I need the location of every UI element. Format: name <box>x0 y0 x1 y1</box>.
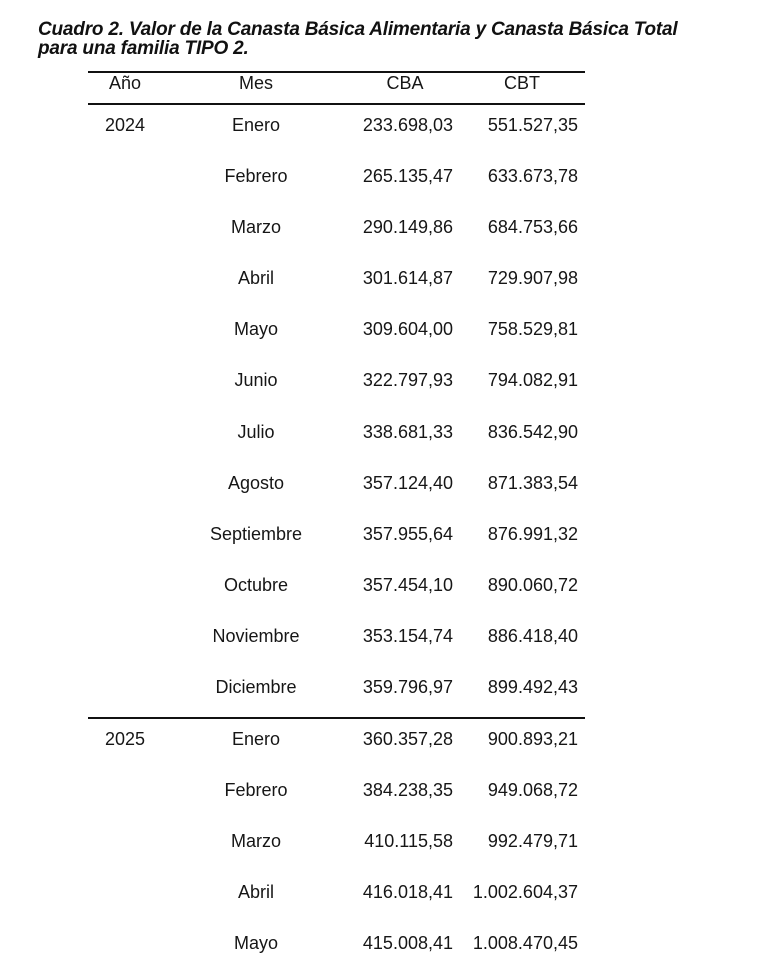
table-row <box>0 778 760 802</box>
row-month: Diciembre <box>215 677 297 697</box>
header-cbt: CBT <box>504 73 540 93</box>
row-month: Octubre <box>223 575 289 595</box>
row-cbt: 551.527,35 <box>487 115 578 135</box>
row-month: Abril <box>237 882 274 902</box>
row-cba: 410.115,58 <box>364 831 453 851</box>
row-cba: 338.681,33 <box>362 422 453 442</box>
table-row <box>0 624 760 648</box>
row-cbt: 794.082,91 <box>487 370 578 390</box>
row-cba: 359.796,97 <box>362 677 453 697</box>
table-row <box>0 215 760 239</box>
row-cba: 416.018,41 <box>362 882 453 902</box>
row-cbt: 836.542,90 <box>487 422 578 442</box>
row-month: Enero <box>231 729 281 749</box>
row-month: Septiembre <box>209 524 303 544</box>
caption-line-1: Cuadro 2. Valor de la Canasta Básica Alimentaria y Canasta Básica Total <box>38 19 678 40</box>
row-year: 2025 <box>104 729 146 749</box>
row-cba: 357.454,10 <box>362 575 453 595</box>
row-cba: 357.955,64 <box>362 524 453 544</box>
row-cbt: 992.479,71 <box>487 831 578 851</box>
row-month: Marzo <box>230 831 281 851</box>
row-cbt: 684.753,66 <box>487 217 578 237</box>
row-cbt: 886.418,40 <box>487 626 578 646</box>
row-cba: 384.238,35 <box>362 780 453 800</box>
table-row <box>0 368 760 392</box>
table-row <box>0 727 760 751</box>
table-row <box>0 266 760 290</box>
table-row <box>0 829 760 853</box>
row-month: Marzo <box>230 217 281 237</box>
row-cbt: 949.068,72 <box>487 780 578 800</box>
row-month: Febrero <box>224 780 288 800</box>
row-cbt: 900.893,21 <box>487 729 578 749</box>
table-row <box>0 675 760 699</box>
table-header-rule <box>88 103 585 105</box>
row-cbt: 890.060,72 <box>487 575 578 595</box>
row-cbt: 876.991,32 <box>487 524 578 544</box>
row-month: Agosto <box>227 473 285 493</box>
table-row <box>0 113 760 137</box>
table-row <box>0 471 760 495</box>
table-row <box>0 164 760 188</box>
year-group-rule <box>88 717 585 719</box>
row-cbt: 1.008.470,45 <box>472 933 578 953</box>
table-caption <box>38 20 738 58</box>
row-cba: 360.357,28 <box>362 729 453 749</box>
row-month: Febrero <box>224 166 288 186</box>
table-row <box>0 420 760 444</box>
table-row <box>0 317 760 341</box>
row-cba: 233.698,03 <box>362 115 453 135</box>
row-cbt: 899.492,43 <box>487 677 578 697</box>
table-row <box>0 931 760 955</box>
row-cba: 415.008,41 <box>362 933 453 953</box>
table-header <box>0 73 760 101</box>
row-month: Noviembre <box>212 626 300 646</box>
caption-line-2: para una familia TIPO 2. <box>38 38 249 59</box>
row-month: Enero <box>231 115 281 135</box>
row-cbt: 633.673,78 <box>487 166 578 186</box>
row-cba: 301.614,87 <box>362 268 453 288</box>
row-month: Mayo <box>233 933 278 953</box>
row-month: Mayo <box>233 319 278 339</box>
row-cba: 290.149,86 <box>362 217 453 237</box>
row-month: Julio <box>237 422 275 442</box>
row-cbt: 758.529,81 <box>487 319 578 339</box>
row-cba: 357.124,40 <box>362 473 453 493</box>
header-year: Año <box>108 73 142 93</box>
row-cba: 353.154,74 <box>362 626 453 646</box>
table-row <box>0 522 760 546</box>
row-cbt: 729.907,98 <box>487 268 578 288</box>
row-month: Abril <box>237 268 274 288</box>
row-month: Junio <box>234 370 278 390</box>
table-row <box>0 880 760 904</box>
row-cba: 322.797,93 <box>362 370 453 390</box>
header-month: Mes <box>238 73 273 93</box>
row-cba: 265.135,47 <box>362 166 453 186</box>
table-row <box>0 573 760 597</box>
row-year: 2024 <box>104 115 146 135</box>
row-cba: 309.604,00 <box>362 319 453 339</box>
row-cbt: 1.002.604,37 <box>472 882 578 902</box>
header-cba: CBA <box>386 73 424 93</box>
row-cbt: 871.383,54 <box>487 473 578 493</box>
